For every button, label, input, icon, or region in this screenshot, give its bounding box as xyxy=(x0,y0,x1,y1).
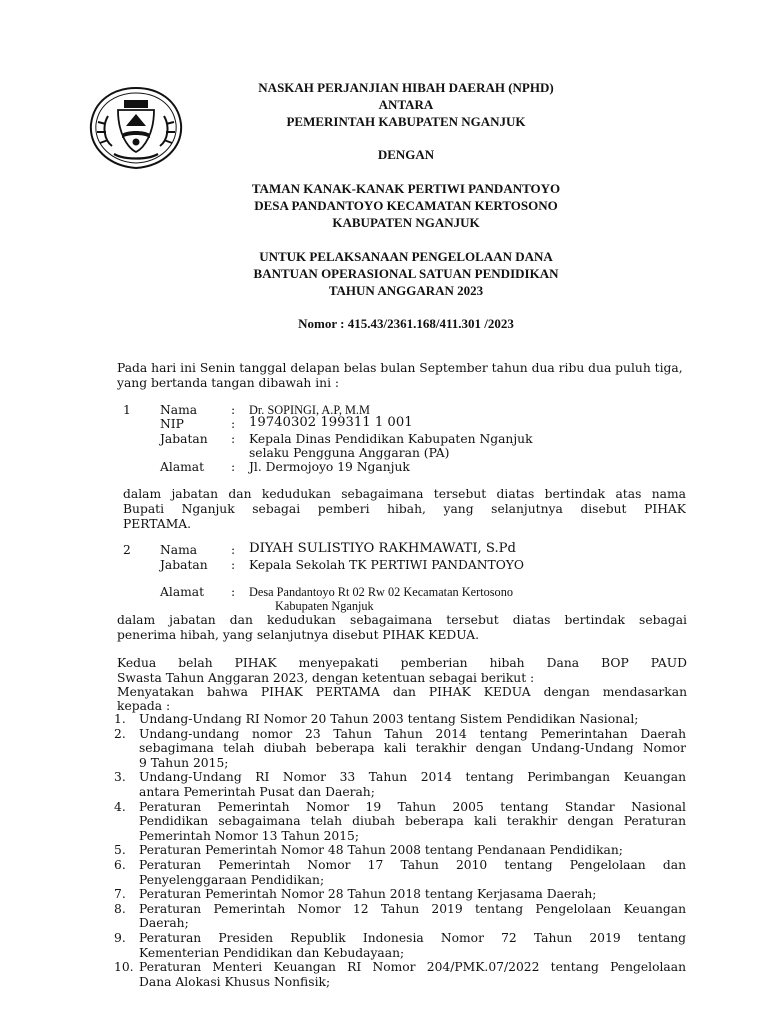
regulation-item-line: Peraturan Menteri Keuangan RI Nomor 204/PMK.07/2022 tentang Pengelolaan xyxy=(139,960,686,975)
regulation-item-line: Pemerintah Nomor 13 Tahun 2015; xyxy=(139,828,360,843)
regulation-item-line: Daerah; xyxy=(139,916,189,931)
regulation-number: 9. xyxy=(114,931,126,945)
party-1-position-line-1: Kepala Dinas Pendidikan Kabupaten Nganjuk xyxy=(249,432,533,446)
party-1-desc-line-3: PERTAMA. xyxy=(123,517,192,531)
party-1-desc-line-1: dalam jabatan dan kedudukan sebagaimana tersebut diatas bertindak atas nama xyxy=(123,487,686,501)
regulation-item-line: Undang-undang nomor 23 Tahun Tahun 2014 tentang Pemerintahan Daerah xyxy=(139,726,686,741)
party-1-number: 1 xyxy=(123,403,131,417)
regulation-number: 5. xyxy=(114,843,126,858)
title-line-6: DESA PANDANTOYO KECAMATAN KERTOSONO xyxy=(254,198,558,213)
party-1-position-sep: : xyxy=(231,432,236,446)
agreement-line-3: Menyatakan bahwa PIHAK PERTAMA dan PIHAK KEDUA dengan mendasarkan xyxy=(117,685,687,699)
regulation-number: 7. xyxy=(114,887,126,902)
party-2-address-line-2: Kabupaten Nganjuk xyxy=(275,599,374,613)
party-1-address-label: Alamat xyxy=(160,460,205,474)
title-line-10: TAHUN ANGGARAN 2023 xyxy=(328,283,484,298)
title-line-1: NASKAH PERJANJIAN HIBAH DAERAH (NPHD) xyxy=(258,80,554,95)
party-2-name: DIYAH SULISTIYO RAKHMAWATI, S.Pd xyxy=(249,541,516,556)
party-1-name: Dr. SOPINGI, A.P, M.M xyxy=(249,403,370,417)
regulation-item-line: Peraturan Pemerintah Nomor 17 Tahun 2010 tentang Pengelolaan dan xyxy=(139,858,686,872)
agreement-line-1: Kedua belah PIHAK menyepakati pemberian hibah Dana BOP PAUD xyxy=(117,656,687,670)
title-line-2: ANTARA xyxy=(378,97,434,112)
party-2-position-sep: : xyxy=(231,558,236,572)
regulation-number: 3. xyxy=(114,770,126,785)
regulation-number: 6. xyxy=(114,858,126,872)
regulation-number: 4. xyxy=(114,799,126,814)
title-line-7: KABUPATEN NGANJUK xyxy=(332,215,480,230)
regulation-number: 1. xyxy=(114,712,126,726)
title-line-5: TAMAN KANAK-KANAK PERTIWI PANDANTOYO xyxy=(251,181,561,196)
opening-line-2: yang bertanda tangan dibawah ini : xyxy=(117,376,340,390)
regulation-item-line: Peraturan Presiden Republik Indonesia Nomor 72 Tahun 2019 tentang xyxy=(139,931,686,945)
regulation-item-line: Peraturan Pemerintah Nomor 28 Tahun 2018 tentang Kerjasama Daerah; xyxy=(139,887,597,902)
title-line-3: PEMERINTAH KABUPATEN NGANJUK xyxy=(286,114,526,129)
opening-line-1: Pada hari ini Senin tanggal delapan belas bulan September tahun dua ribu dua puluh tiga, xyxy=(117,361,683,375)
party-2-address-line-1: Desa Pandantoyo Rt 02 Rw 02 Kecamatan Kertosono xyxy=(249,585,513,599)
party-1-nip-sep: : xyxy=(231,417,236,431)
document-number: Nomor : 415.43/2361.168/411.301 /2023 xyxy=(298,316,514,331)
regulation-item-line: antara Pemerintah Pusat dan Daerah; xyxy=(139,785,375,799)
regulation-item-line: Undang-Undang RI Nomor 33 Tahun 2014 tentang Perimbangan Keuangan xyxy=(139,770,686,785)
party-1-nip-label: NIP xyxy=(160,417,184,431)
party-2-number: 2 xyxy=(123,543,131,557)
regulation-item-line: Penyelenggaraan Pendidikan; xyxy=(139,872,325,887)
regulation-item-line: Pendidikan sebagaimana telah diubah beberapa kali terakhir dengan Peraturan xyxy=(139,814,686,829)
regulation-item-line: Peraturan Pemerintah Nomor 12 Tahun 2019 tentang Pengelolaan Keuangan xyxy=(139,901,686,916)
party-1-position-label: Jabatan xyxy=(160,432,208,446)
party-2-address-label: Alamat xyxy=(160,585,205,599)
regulation-number: 10. xyxy=(114,960,134,975)
party-1-position-line-2: selaku Pengguna Anggaran (PA) xyxy=(249,446,450,460)
title-line-8: UNTUK PELAKSANAAN PENGELOLAAN DANA xyxy=(259,249,553,264)
agreement-line-4: kepada : xyxy=(117,699,171,713)
party-2-desc-line-2: penerima hibah, yang selanjutnya disebut PIHAK KEDUA. xyxy=(117,628,480,642)
regulation-item-line: Kementerian Pendidikan dan Kebudayaan; xyxy=(139,945,405,960)
regulation-number: 2. xyxy=(114,726,126,741)
regulation-item-line: Undang-Undang RI Nomor 20 Tahun 2003 tentang Sistem Pendidikan Nasional; xyxy=(139,712,639,726)
party-1-address: Jl. Dermojoyo 19 Nganjuk xyxy=(249,460,410,474)
party-1-name-label: Nama xyxy=(160,403,198,417)
party-2-position: Kepala Sekolah TK PERTIWI PANDANTOYO xyxy=(249,558,524,572)
regulation-item-line: sebagimana telah diubah beberapa kali terakhir dengan Undang-Undang Nomor xyxy=(139,741,686,756)
party-2-name-label: Nama xyxy=(160,543,198,557)
party-2-position-label: Jabatan xyxy=(160,558,208,572)
party-1-address-sep: : xyxy=(231,460,236,474)
title-line-4: DENGAN xyxy=(377,147,435,162)
agreement-line-2: Swasta Tahun Anggaran 2023, dengan ketentuan sebagai berikut : xyxy=(117,671,535,685)
regulation-item-line: Dana Alokasi Khusus Nonfisik; xyxy=(139,974,331,989)
regulation-item-line: Peraturan Pemerintah Nomor 19 Tahun 2005 tentang Standar Nasional xyxy=(139,799,686,814)
regulation-item-line: 9 Tahun 2015; xyxy=(139,755,229,770)
party-2-desc-line-1: dalam jabatan dan kedudukan sebagaimana tersebut diatas bertindak sebagai xyxy=(117,613,687,627)
party-1-desc-line-2: Bupati Nganjuk sebagai pemberi hibah, yang selanjutnya disebut PIHAK xyxy=(123,502,686,516)
party-1-name-sep: : xyxy=(231,403,236,417)
regulation-item-line: Peraturan Pemerintah Nomor 48 Tahun 2008 tentang Pendanaan Pendidikan; xyxy=(139,843,623,858)
party-2-address-sep: : xyxy=(231,585,236,599)
party-2-name-sep: : xyxy=(231,543,236,557)
regulation-number: 8. xyxy=(114,901,126,916)
party-1-nip: 19740302 199311 1 001 xyxy=(249,415,413,430)
title-line-9: BANTUAN OPERASIONAL SATUAN PENDIDIKAN xyxy=(253,266,559,281)
